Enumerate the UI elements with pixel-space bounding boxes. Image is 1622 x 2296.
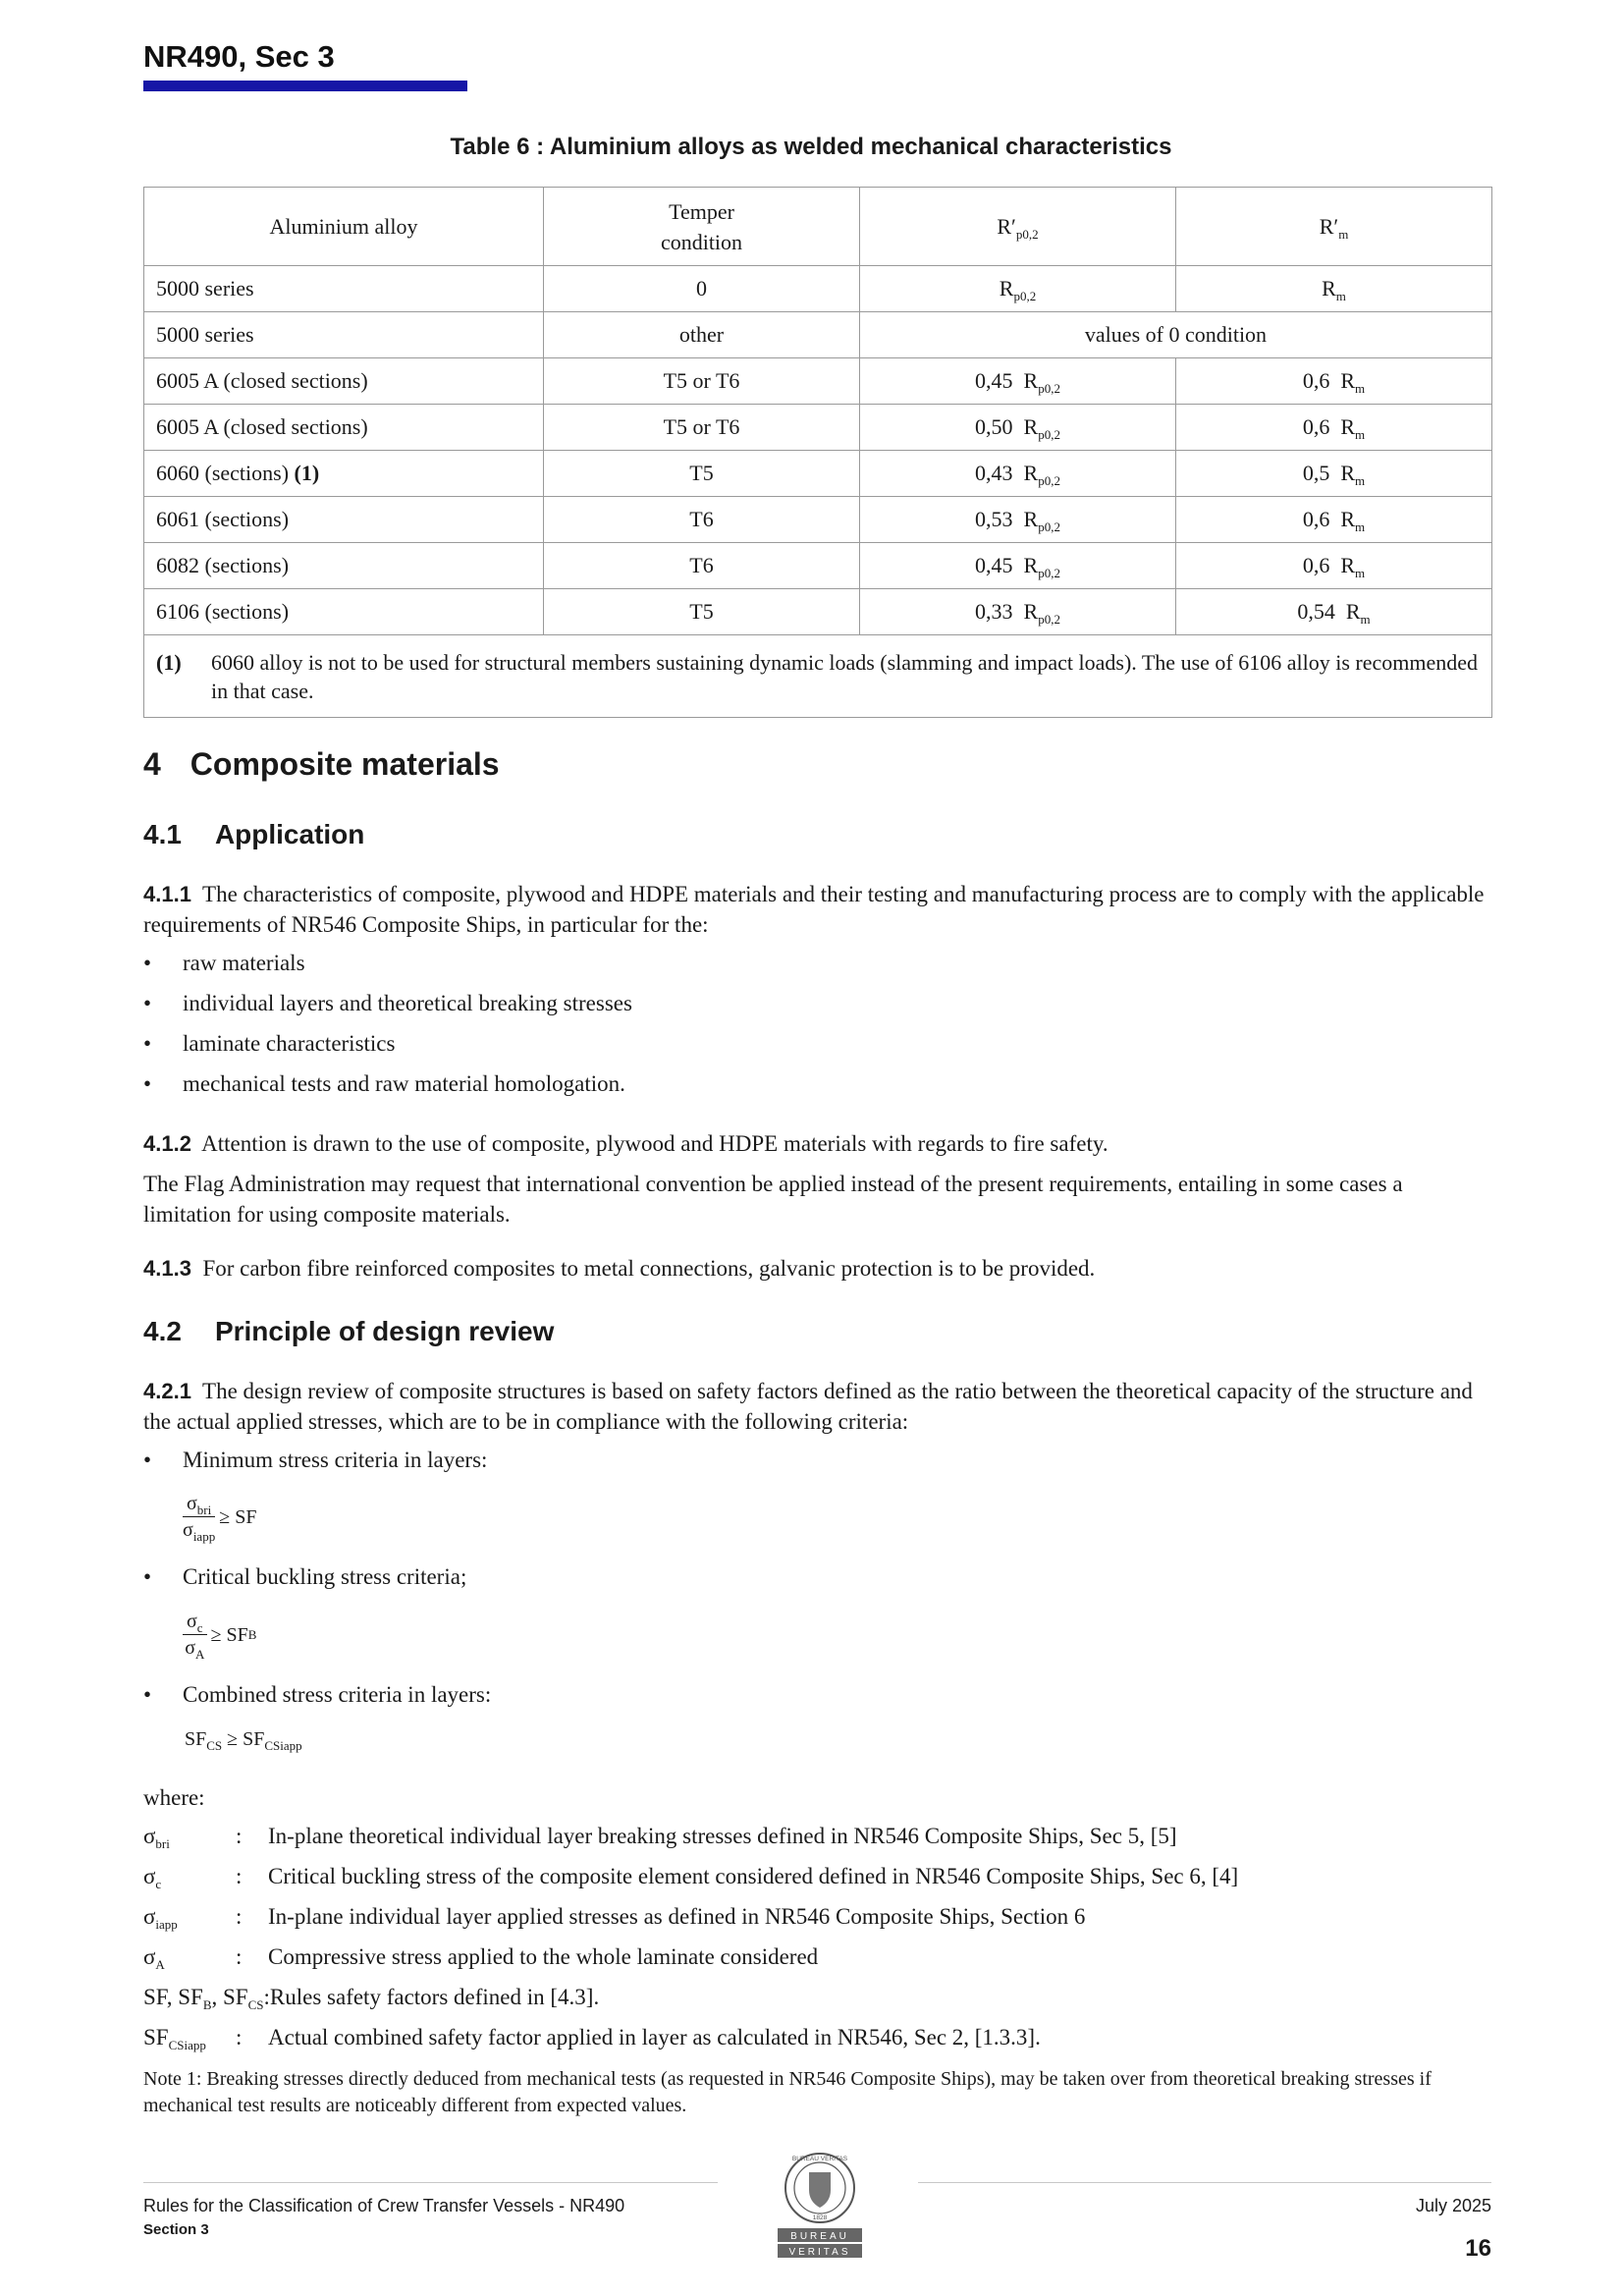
def-colon: : [236, 1904, 243, 1929]
subsection-heading-4-1: 4.1 Application [143, 819, 365, 849]
cell-alloy: 6061 (sections) [144, 497, 544, 543]
cell-temper: T5 or T6 [544, 405, 860, 451]
table-row [144, 405, 1492, 451]
footer-divider-left [143, 2182, 718, 2183]
cell-temper: other [544, 312, 860, 358]
footer-divider-right [918, 2182, 1491, 2183]
cell-alloy: 6005 A (closed sections) [144, 358, 544, 405]
header-accent-bar [143, 81, 467, 91]
def-symbol: $\sigma_A$ [143, 1944, 165, 1972]
table-note-row [144, 635, 1492, 718]
footer-section: Section 3 [143, 2221, 209, 2238]
header-rp: $R'_{p0,2}$ [860, 188, 1176, 266]
table-row [144, 497, 1492, 543]
cell-temper: T6 [544, 543, 860, 589]
cell-temper: T6 [544, 497, 860, 543]
subsection-heading-4-2: 4.2 Principle of design review [143, 1316, 555, 1346]
def-colon: : [236, 1864, 243, 1888]
header-temper: Temper condition [544, 188, 860, 266]
cell-alloy: 5000 series [144, 312, 544, 358]
table-note [144, 635, 1492, 718]
paragraph-4-1-1: 4.1.1 The characteristics of composite, plywood and HDPE materials and their testing and manufacturing process are to comply with the applicable requirements of NR546 Composite Ships, in particular for the: [143, 882, 1485, 937]
def-symbol: $\sigma_{bri}$ [143, 1824, 170, 1851]
table-row [144, 543, 1492, 589]
cell-rp: 0,53 $R_{p0,2}$ [860, 497, 1176, 543]
logo-ring-text: BUREAU VERITAS [791, 2156, 848, 2162]
def-symbol: $\sigma_c$ [143, 1864, 162, 1891]
note-number: (1) [156, 649, 182, 675]
def-colon: : [236, 2025, 243, 2050]
cell-temper: 0 [544, 266, 860, 312]
note-1: Note 1: Breaking stresses directly deduced from mechanical tests (as requested in NR546 Composite Ships), may be taken over from theoretical breaking stresses if mechanical test results are noticeably different from expected values. [143, 2068, 1432, 2116]
shield-icon [809, 2172, 831, 2208]
def-text: In-plane individual layer applied stresses as defined in NR546 Composite Ships, Section 6 [268, 1904, 1086, 1929]
formula-min-stress: $\sigma_{bri}$ $\sigma_{iapp}$ ≥ SF [183, 1493, 257, 1544]
def-symbol: $SF_{CSiapp}$ [143, 2025, 206, 2052]
list-item: • laminate characteristics [143, 1031, 396, 1056]
cell-rm: 0,6 $R_m$ [1176, 497, 1492, 543]
logo-line-1: BUREAU [790, 2231, 849, 2242]
list-item: • Combined stress criteria in layers: [143, 1682, 492, 1707]
header-alloy: Aluminium alloy [144, 188, 544, 266]
cell-rp: 0,50 $R_{p0,2}$ [860, 405, 1176, 451]
header-rm: $R'_m$ [1176, 188, 1492, 266]
def-text: Actual combined safety factor applied in layer as calculated in NR546, Sec 2, [1.3.3]. [268, 2025, 1041, 2050]
table-row [144, 312, 1492, 358]
cell-alloy: 6082 (sections) [144, 543, 544, 589]
cell-rm: 0,54 $R_m$ [1176, 589, 1492, 635]
cell-rm: 0,6 $R_m$ [1176, 543, 1492, 589]
list-item: • Minimum stress criteria in layers: [143, 1448, 488, 1472]
note-text: 6060 alloy is not to be used for structural members sustaining dynamic loads (slamming and impact loads). The use of 6106 alloy is recommended in that case. [211, 649, 1478, 703]
list-item: • raw materials [143, 951, 305, 975]
cell-rp: 0,45 $R_{p0,2}$ [860, 543, 1176, 589]
def-symbol: $\sigma_{iapp}$ [143, 1904, 178, 1932]
cell-rp: 0,43 $R_{p0,2}$ [860, 451, 1176, 497]
list-item: • Critical buckling stress criteria; [143, 1564, 467, 1589]
table-row [144, 358, 1492, 405]
list-item: • mechanical tests and raw material homologation. [143, 1071, 625, 1096]
table-header-row [144, 188, 1492, 266]
cell-rp: 0,45 $R_{p0,2}$ [860, 358, 1176, 405]
aluminium-alloys-table [143, 187, 1492, 718]
cell-alloy: 6060 (sections) (1) [144, 451, 544, 497]
footer-date: July 2025 [1415, 2196, 1491, 2215]
document-header: NR490, Sec 3 [143, 39, 335, 74]
where-label: where: [143, 1785, 205, 1810]
cell-rp: $R_{p0,2}$ [860, 266, 1176, 312]
formula-buckling: $\frac{\sigma_c}{\sigma_A}$ ≥ SF B [183, 1611, 256, 1660]
cell-rm: $R_m$ [1176, 266, 1492, 312]
cell-alloy: 6106 (sections) [144, 589, 544, 635]
def-colon: : [236, 1944, 243, 1969]
cell-rm: 0,6 $R_m$ [1176, 405, 1492, 451]
section-heading: 4 Composite materials [143, 746, 500, 782]
formula-combined: $SF_{CS} \ge SF_{CSiapp}$ [185, 1728, 302, 1753]
cell-temper: T5 or T6 [544, 358, 860, 405]
table-title: Table 6 : Aluminium alloys as welded mechanical characteristics [450, 134, 1172, 160]
cell-merged-values: values of 0 condition [860, 312, 1492, 358]
def-text: Critical buckling stress of the composite element considered defined in NR546 Composite Ships, Sec 6, [4] [268, 1864, 1239, 1888]
paragraph-4-1-2-b: The Flag Administration may request that international convention be applied instead of the present requirements, entailing in some cases a limitation for using composite materials. [143, 1172, 1403, 1227]
paragraph-4-1-3: 4.1.3 For carbon fibre reinforced composites to metal connections, galvanic protection is to be provided. [143, 1256, 1096, 1281]
cell-temper: T5 [544, 589, 860, 635]
logo-line-2: VERITAS [788, 2247, 851, 2258]
paragraph-4-1-2: 4.1.2 Attention is drawn to the use of composite, plywood and HDPE materials with regards to fire safety. [143, 1131, 1108, 1156]
cell-alloy: 5000 series [144, 266, 544, 312]
bureau-veritas-logo [770, 2151, 870, 2261]
cell-temper: T5 [544, 451, 860, 497]
table-row [144, 589, 1492, 635]
def-text: In-plane theoretical individual layer breaking stresses defined in NR546 Composite Ships, Sec 5, [5] [268, 1824, 1177, 1848]
page-number: 16 [1465, 2235, 1491, 2262]
list-item: • individual layers and theoretical breaking stresses [143, 991, 632, 1015]
cell-alloy: 6005 A (closed sections) [144, 405, 544, 451]
cell-rm: 0,5 $R_m$ [1176, 451, 1492, 497]
footer-document-title: Rules for the Classification of Crew Transfer Vessels - NR490 [143, 2196, 625, 2215]
logo-year: 1828 [812, 2214, 828, 2221]
def-colon: : [236, 1824, 243, 1848]
def-text: Compressive stress applied to the whole laminate considered [268, 1944, 819, 1969]
paragraph-4-2-1: 4.2.1 The design review of composite structures is based on safety factors defined as the ratio between the theoretical capacity of the structure and the actual applied stresses, which are to be in compliance with the following criteria: [143, 1379, 1473, 1434]
table-row [144, 266, 1492, 312]
cell-rm: 0,6 $R_m$ [1176, 358, 1492, 405]
def-sf-rules: SF, $SF_B$, $SF_{CS}:Rules$ safety factors defined in [4.3]. [143, 1985, 600, 2012]
table-row [144, 451, 1492, 497]
cell-rp: 0,33 $R_{p0,2}$ [860, 589, 1176, 635]
